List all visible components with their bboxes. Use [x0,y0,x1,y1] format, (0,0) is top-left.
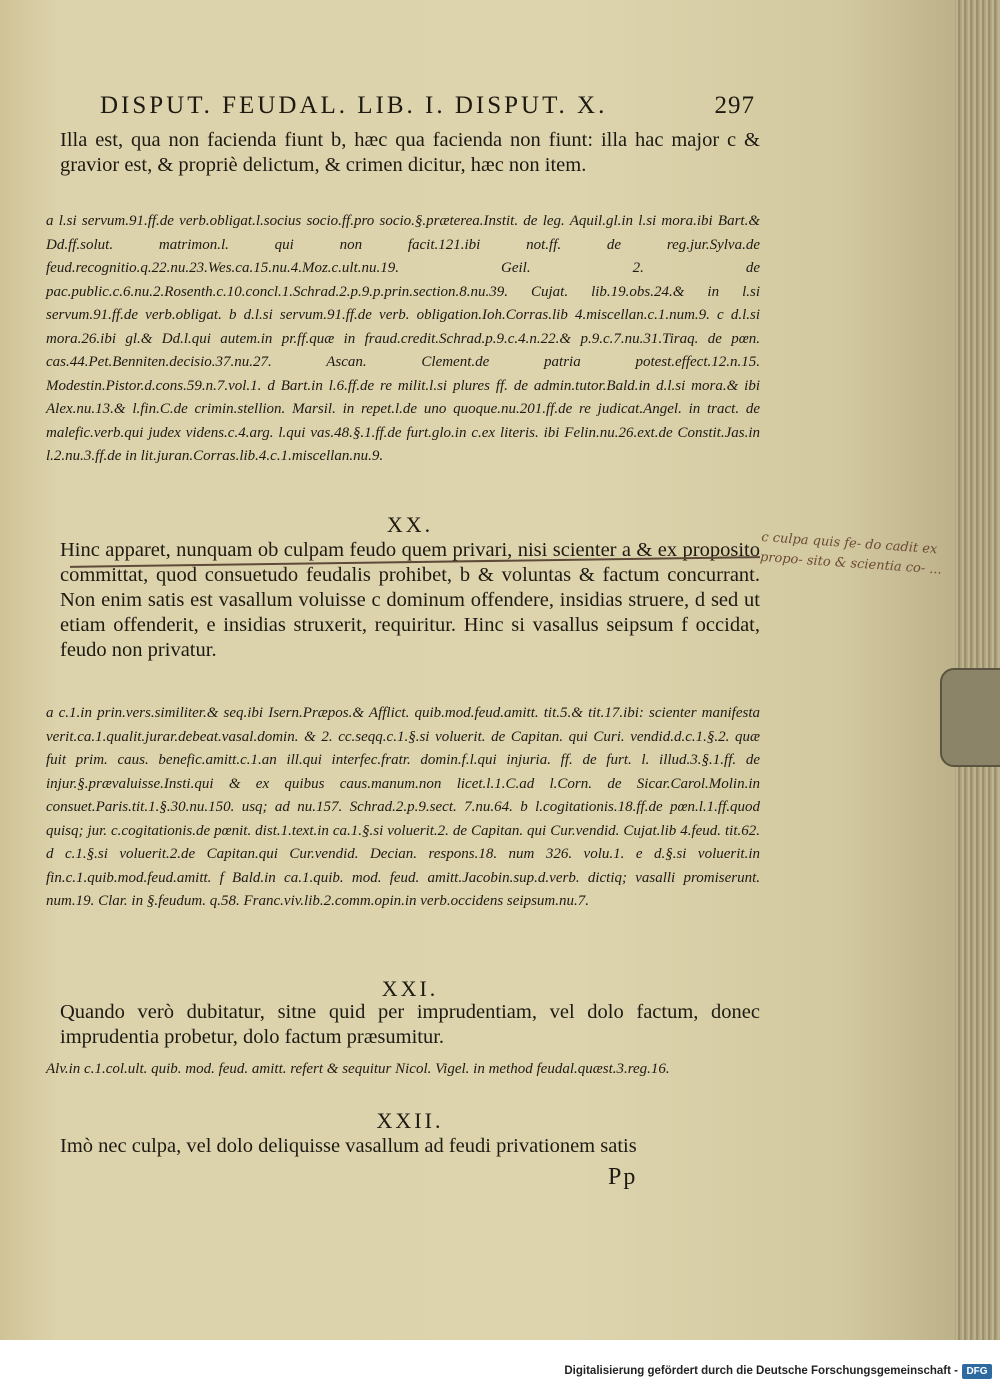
footnote-block-1: a l.si servum.91.ff.de verb.obligat.l.socius socio.ff.pro socio.§.præterea.Instit. de leg. Aquil.gl.in l.si mora.ibi Bart.& Dd.ff.solut. matrimon.l. qui non facit.121.ibi not.ff. de reg.jur.Sylva.de feud.recognitio.q.22.nu.23.Wes.ca.15.nu.4.Moz.c.ult.nu.19. Geil. 2. de pac.public.c.6.nu.2.Rosenth.c.10.concl.1.Schrad.2.p.9.p.prin.section.8.nu.39. Cujat. lib.19.obs.24.& in l.si servum.91.ff.de verb.obligat. b d.l.si servum.91.ff.de verb. obligation.Ioh.Corras.lib 4.miscellan.c.1.num.9. c d.l.si mora.26.ibi gl.& Dd.l.qui autem.in pr.ff.quæ in fraud.credit.Schrad.p.9.c.4.n.22.& p.9.c.7.nu.31.Tiraq. de pœn. cas.44.Pet.Benniten.decisio.37.nu.27. Ascan. Clement.de patria potest.effect.12.n.15. Modestin.Pistor.d.cons.59.n.7.vol.1. d Bart.in l.6.ff.de re milit.l.si plures ff. de admin.tutor.Bald.in d.l.si mora.& ibi Alex.nu.13.& l.fin.C.de crimin.stellion. Marsil. in repet.l.de uno quoque.nu.201.ff.de re judicat.Angel. in tract. de malefic.verb.qui judex videns.c.4.arg. l.qui vas.48.§.1.ff.de furt.glo.in c.ex literis. ibi Felin.nu.26.ext.de Constit.Jas.in l.2.nu.3.ff.de in lit.juran.Corras.lib.4.c.1.miscellan.nu.9. [46,213,760,464]
running-header [100,92,755,120]
footer-credit: Digitalisierung gefördert durch die Deutsche Forschungsgemeinschaft - [564,1365,958,1377]
signature-mark: Pp [608,1164,638,1190]
paragraph-2: Hinc apparet, nunquam ob culpam feudo quem privari, nisi scienter a & ex proposito committat, quod consuetudo feudalis prohibet, b & voluntas & factum concurrant. Non enim satis est vasallum voluisse c dominum offendere, insidias struere, d sed ut etiam offenderit, e insidias struxerit, requiritur. Hinc si vasallus seipsum f occidat, feudo non privatur. [60,539,760,661]
paragraph-3: Quando verò dubitatur, sitne quid per imprudentiam, vel dolo factum, donec imprudentia probetur, dolo factum præsumitur. [60,1001,760,1048]
book-clasp [940,668,1000,767]
paragraph-1: Illa est, qua non facienda fiunt b, hæc qua facienda non fiunt: illa hac major c & gravior est, & propriè delictum, & crimen dicitur, hæc non item. [60,129,760,176]
paragraph-4: Imò nec culpa, vel dolo deliquisse vasallum ad feudi privationem satis [60,1135,637,1157]
section-heading-xx: XX. [386,512,434,537]
page-number: 297 [714,92,755,119]
footnote-block-2: a c.1.in prin.vers.similiter.& seq.ibi Isern.Præpos.& Afflict. quib.mod.feud.amitt. tit.5.& tit.17.ibi: scienter manifesta verit.ca.1.qualit.jurar.debeat.vasal.domin. & 2. cc.seqq.c.1.§.si voluerit. de Capitan. qui Curi. vendid.d.c.1.§.2. quæ fuit prim. caus. benefic.amitt.c.1.an ill.qui interfec.fratr. domin.f.l.qui injuria. ff. de furt. l. illud.3.§.1.ff. de injur.§.prævaluisse.Insti.qui & ex quibus caus.manum.non licet.l.1.C.ad l.Corn. de Sicar.Carol.Molin.in consuet.Paris.tit.1.§.30.nu.150. usq; ad nu.157. Schrad.2.p.9.sect. 7.nu.64. b l.cogitationis.18.ff.de pœn.l.1.ff.quod quisq; jur. c.cogitationis.de pœnit. dist.1.text.in ca.1.§.si voluerit.2. de Capitan. qui Cur.vendid. Cujat.lib 4.feud. tit.62. d c.1.§.si voluerit.2.de Capitan.qui Cur.vendid. Decian. respons.18. num 326. volu.1. e d.§.si voluerit.in fin.c.1.quib.mod.feud.amitt. f Bald.in ca.1.quib. mod. feud. amitt.Jacobin.sup.d.verb. dictiq; vasalli promiserunt. num.19. Clar. in §.feudum. q.58. Franc.viv.lib.2.comm.opin.in verb.occidens seipsum.nu.7. [46,705,760,909]
dfg-logo: DFG [962,1364,992,1379]
running-title: DISPUT. FEUDAL. LIB. I. DISPUT. X. [100,92,608,119]
section-heading-xxii: XXII. [376,1108,444,1133]
handwritten-margin-note: c culpa quis fe- do cadit ex propo- sito & scientia co- ... [759,529,943,578]
section-heading-xxi: XXI. [381,976,439,1001]
footnote-block-3: Alv.in c.1.col.ult. quib. mod. feud. amitt. refert & sequitur Nicol. Vigel. in method feudal.quæst.3.reg.16. [46,1061,670,1077]
